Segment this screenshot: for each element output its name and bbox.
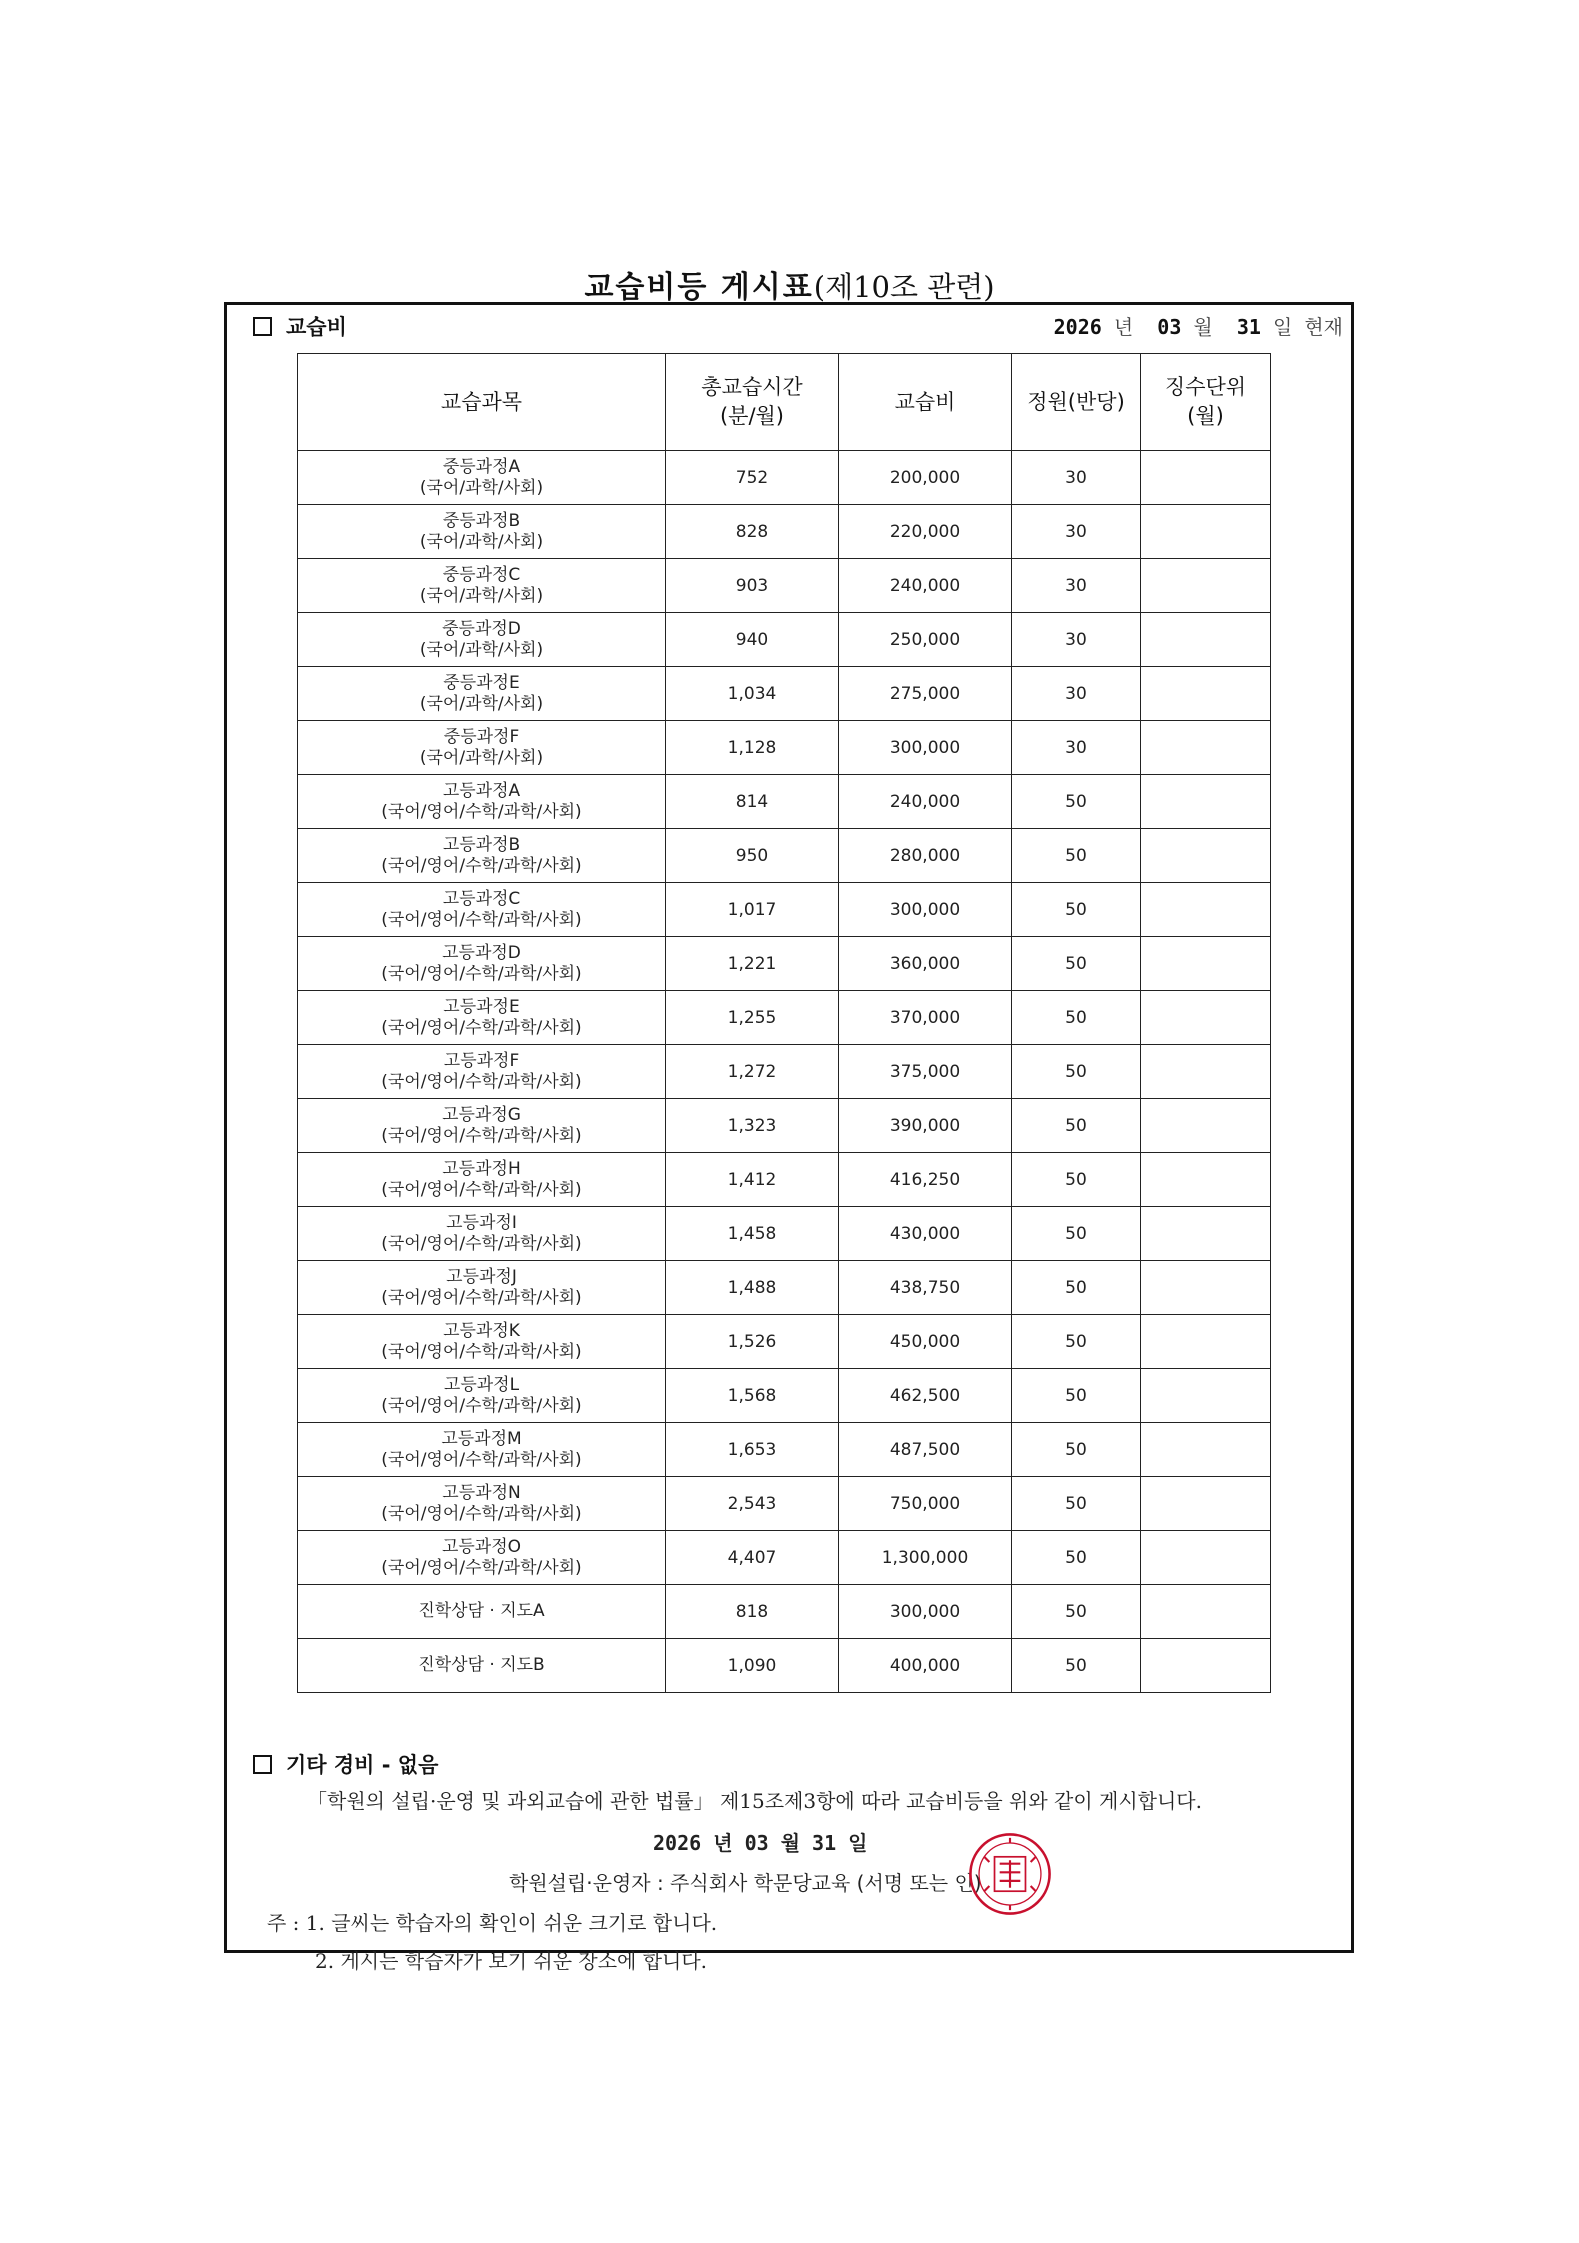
cell-unit <box>1141 721 1271 775</box>
course-subjects: (국어/과학/사회) <box>419 477 544 498</box>
course-name: 중등과정F <box>443 726 520 747</box>
table-row <box>298 883 1271 937</box>
course-subjects: (국어/과학/사회) <box>419 531 544 552</box>
cell-capacity: 50 <box>1012 1369 1141 1423</box>
course-subjects: (국어/영어/수학/과학/사회) <box>381 1179 582 1200</box>
cell-course <box>298 667 666 721</box>
cell-minutes: 828 <box>666 505 839 559</box>
notice-frame <box>224 302 1354 1973</box>
cell-course <box>298 991 666 1045</box>
cell-fee: 360,000 <box>839 937 1012 991</box>
cell-course <box>298 1045 666 1099</box>
table-row <box>298 1315 1271 1369</box>
course-name: 고등과정N <box>442 1482 521 1503</box>
cell-course <box>298 451 666 505</box>
cell-fee: 300,000 <box>839 721 1012 775</box>
course-subjects: (국어/영어/수학/과학/사회) <box>381 1341 582 1362</box>
cell-fee: 280,000 <box>839 829 1012 883</box>
cell-fee: 430,000 <box>839 1207 1012 1261</box>
cell-unit <box>1141 775 1271 829</box>
table-row <box>298 1585 1271 1639</box>
course-name: 중등과정B <box>442 510 521 531</box>
cell-unit <box>1141 937 1271 991</box>
cell-capacity: 50 <box>1012 1045 1141 1099</box>
course-name: 중등과정D <box>442 618 521 639</box>
cell-minutes: 1,034 <box>666 667 839 721</box>
course-name: 중등과정C <box>442 564 521 585</box>
as-of-suffix: 현재 <box>1304 315 1343 339</box>
cell-course <box>298 505 666 559</box>
header-text-line: 교습과목 <box>440 389 523 414</box>
header-text-line: 정원(반당) <box>1027 389 1125 414</box>
cell-fee: 240,000 <box>839 559 1012 613</box>
cell-unit <box>1141 505 1271 559</box>
course-subjects: (국어/과학/사회) <box>419 585 544 606</box>
course-subjects: (국어/영어/수학/과학/사회) <box>381 909 582 930</box>
cell-capacity: 50 <box>1012 883 1141 937</box>
cell-course <box>298 1639 666 1693</box>
note-2: 2. 게시는 학습자가 보기 쉬운 장소에 합니다. <box>315 1949 708 1973</box>
cell-capacity: 30 <box>1012 667 1141 721</box>
as-of-month: 03 <box>1157 315 1182 339</box>
page-title-sub: (제10조 관련) <box>813 270 995 304</box>
course-name: 중등과정E <box>443 672 520 693</box>
cell-unit <box>1141 1423 1271 1477</box>
cell-capacity: 50 <box>1012 1531 1141 1585</box>
course-name: 고등과정F <box>443 1050 520 1071</box>
header-minutes <box>666 354 839 451</box>
cell-capacity: 50 <box>1012 829 1141 883</box>
course-subjects: (국어/영어/수학/과학/사회) <box>381 801 582 822</box>
header-course <box>298 354 666 451</box>
table-row <box>298 937 1271 991</box>
cell-unit <box>1141 1153 1271 1207</box>
cell-unit <box>1141 1531 1271 1585</box>
cell-course <box>298 1369 666 1423</box>
cell-fee: 390,000 <box>839 1099 1012 1153</box>
header-capacity <box>1012 354 1141 451</box>
table-row <box>298 991 1271 1045</box>
cell-course <box>298 1585 666 1639</box>
header-text-line: (분/월) <box>719 404 785 428</box>
cell-minutes: 2,543 <box>666 1477 839 1531</box>
cell-unit <box>1141 829 1271 883</box>
cell-unit <box>1141 1207 1271 1261</box>
course-subjects: (국어/영어/수학/과학/사회) <box>381 1287 582 1308</box>
page-title-main: 교습비등 게시표 <box>584 270 814 305</box>
cell-minutes: 1,272 <box>666 1045 839 1099</box>
cell-capacity: 30 <box>1012 613 1141 667</box>
cell-capacity: 50 <box>1012 991 1141 1045</box>
table-row <box>298 1639 1271 1693</box>
as-of-year: 2026 <box>1053 315 1102 339</box>
course-name: 고등과정M <box>441 1428 522 1449</box>
posting-date: 2026 년 03 월 31 일 <box>653 1831 868 1855</box>
cell-fee: 487,500 <box>839 1423 1012 1477</box>
cell-course <box>298 559 666 613</box>
table-row <box>298 1099 1271 1153</box>
cell-capacity: 30 <box>1012 559 1141 613</box>
cell-capacity: 50 <box>1012 1477 1141 1531</box>
cell-fee: 220,000 <box>839 505 1012 559</box>
course-name: 고등과정E <box>443 996 520 1017</box>
table-row <box>298 451 1271 505</box>
cell-course <box>298 613 666 667</box>
table-body <box>298 451 1271 1693</box>
cell-minutes: 1,653 <box>666 1423 839 1477</box>
cell-fee: 750,000 <box>839 1477 1012 1531</box>
cell-unit <box>1141 1477 1271 1531</box>
section-other-heading <box>253 1749 438 1779</box>
cell-unit <box>1141 1315 1271 1369</box>
cell-capacity: 50 <box>1012 1207 1141 1261</box>
course-subjects: (국어/과학/사회) <box>419 639 544 660</box>
table-header-row <box>298 354 1271 451</box>
table-row <box>298 613 1271 667</box>
header-text-line: 총교습시간 <box>701 375 803 399</box>
table-row <box>298 1207 1271 1261</box>
table-row <box>298 1531 1271 1585</box>
cell-minutes: 1,568 <box>666 1369 839 1423</box>
header-text-line: 교습비 <box>894 389 956 414</box>
course-subjects: (국어/과학/사회) <box>419 747 544 768</box>
table-row <box>298 721 1271 775</box>
section-tuition-label: 교습비 <box>286 315 347 339</box>
cell-course <box>298 1099 666 1153</box>
declaration-text: 「학원의 설립·운영 및 과외교습에 관한 법률」 제15조제3항에 따라 교습비등을 위와 같이 게시합니다. <box>307 1789 1202 1813</box>
cell-course <box>298 1153 666 1207</box>
course-name: 고등과정O <box>441 1536 522 1557</box>
header-unit <box>1141 354 1271 451</box>
cell-fee: 250,000 <box>839 613 1012 667</box>
cell-minutes: 1,458 <box>666 1207 839 1261</box>
cell-minutes: 903 <box>666 559 839 613</box>
course-name: 고등과정C <box>442 888 521 909</box>
table-row <box>298 1477 1271 1531</box>
cell-fee: 438,750 <box>839 1261 1012 1315</box>
cell-minutes: 814 <box>666 775 839 829</box>
course-subjects: (국어/영어/수학/과학/사회) <box>381 1449 582 1470</box>
course-name: 고등과정G <box>442 1104 521 1125</box>
course-name: 고등과정A <box>442 780 521 801</box>
table-row <box>298 1369 1271 1423</box>
cell-course <box>298 1261 666 1315</box>
as-of-date <box>1054 311 1343 340</box>
course-name: 고등과정B <box>442 834 521 855</box>
cell-unit <box>1141 1045 1271 1099</box>
course-name: 진학상담 · 지도A <box>418 1601 545 1621</box>
cell-fee: 300,000 <box>839 883 1012 937</box>
cell-fee: 275,000 <box>839 667 1012 721</box>
cell-minutes: 1,412 <box>666 1153 839 1207</box>
cell-fee: 200,000 <box>839 451 1012 505</box>
cell-fee: 1,300,000 <box>839 1531 1012 1585</box>
table-row <box>298 559 1271 613</box>
course-name: 고등과정K <box>443 1320 520 1341</box>
cell-unit <box>1141 1585 1271 1639</box>
course-subjects: (국어/영어/수학/과학/사회) <box>381 1395 582 1416</box>
cell-course <box>298 1207 666 1261</box>
cell-unit <box>1141 451 1271 505</box>
cell-course <box>298 883 666 937</box>
cell-minutes: 940 <box>666 613 839 667</box>
course-name: 고등과정D <box>442 942 521 963</box>
cell-unit <box>1141 991 1271 1045</box>
course-subjects: (국어/과학/사회) <box>419 693 544 714</box>
cell-fee: 375,000 <box>839 1045 1012 1099</box>
course-name: 진학상담 · 지도B <box>418 1655 545 1675</box>
cell-capacity: 50 <box>1012 1099 1141 1153</box>
company-seal-stamp <box>967 1831 1053 1917</box>
cell-fee: 240,000 <box>839 775 1012 829</box>
course-subjects: (국어/영어/수학/과학/사회) <box>381 1503 582 1524</box>
header-text-line: 징수단위 <box>1164 375 1247 399</box>
cell-unit <box>1141 1099 1271 1153</box>
course-name: 고등과정J <box>446 1266 517 1287</box>
checkbox-square-icon <box>253 317 272 336</box>
course-name: 고등과정I <box>446 1212 517 1233</box>
table-row <box>298 775 1271 829</box>
note-1: 주 : 1. 글씨는 학습자의 확인이 쉬운 크기로 합니다. <box>267 1911 718 1935</box>
cell-minutes: 752 <box>666 451 839 505</box>
cell-minutes: 1,017 <box>666 883 839 937</box>
tuition-table <box>297 353 1271 1693</box>
cell-unit <box>1141 883 1271 937</box>
cell-course <box>298 937 666 991</box>
course-subjects: (국어/영어/수학/과학/사회) <box>381 1233 582 1254</box>
cell-capacity: 50 <box>1012 1153 1141 1207</box>
cell-fee: 462,500 <box>839 1369 1012 1423</box>
table-row <box>298 1423 1271 1477</box>
section-tuition-heading <box>253 311 347 341</box>
section-other-label: 기타 경비 - 없음 <box>286 1753 439 1777</box>
cell-course <box>298 1423 666 1477</box>
cell-course <box>298 1477 666 1531</box>
cell-minutes: 818 <box>666 1585 839 1639</box>
course-subjects: (국어/영어/수학/과학/사회) <box>381 1017 582 1038</box>
cell-unit <box>1141 1369 1271 1423</box>
course-name: 고등과정L <box>443 1374 520 1395</box>
cell-fee: 300,000 <box>839 1585 1012 1639</box>
cell-minutes: 1,488 <box>666 1261 839 1315</box>
page-title <box>0 262 1579 306</box>
cell-minutes: 1,128 <box>666 721 839 775</box>
as-of-day-unit: 일 <box>1272 315 1293 339</box>
cell-capacity: 30 <box>1012 721 1141 775</box>
cell-course <box>298 829 666 883</box>
as-of-day: 31 <box>1236 315 1261 339</box>
course-name: 고등과정H <box>442 1158 521 1179</box>
course-subjects: (국어/영어/수학/과학/사회) <box>381 855 582 876</box>
cell-minutes: 950 <box>666 829 839 883</box>
cell-fee: 400,000 <box>839 1639 1012 1693</box>
cell-capacity: 50 <box>1012 1585 1141 1639</box>
table-row <box>298 505 1271 559</box>
header-text-line: (월) <box>1187 404 1224 428</box>
cell-capacity: 30 <box>1012 505 1141 559</box>
cell-minutes: 1,526 <box>666 1315 839 1369</box>
cell-capacity: 50 <box>1012 1315 1141 1369</box>
course-subjects: (국어/영어/수학/과학/사회) <box>381 963 582 984</box>
cell-course <box>298 721 666 775</box>
cell-minutes: 1,221 <box>666 937 839 991</box>
cell-capacity: 50 <box>1012 1261 1141 1315</box>
cell-unit <box>1141 667 1271 721</box>
as-of-month-unit: 월 <box>1193 315 1213 339</box>
header-fee <box>839 354 1012 451</box>
checkbox-square-icon <box>253 1755 272 1774</box>
table-row <box>298 1153 1271 1207</box>
cell-capacity: 50 <box>1012 937 1141 991</box>
course-subjects: (국어/영어/수학/과학/사회) <box>381 1125 582 1146</box>
table-row <box>298 1045 1271 1099</box>
cell-capacity: 50 <box>1012 775 1141 829</box>
cell-unit <box>1141 1261 1271 1315</box>
as-of-year-unit: 년 <box>1113 315 1134 339</box>
cell-fee: 370,000 <box>839 991 1012 1045</box>
course-subjects: (국어/영어/수학/과학/사회) <box>381 1071 582 1092</box>
cell-capacity: 50 <box>1012 1639 1141 1693</box>
table-row <box>298 829 1271 883</box>
cell-course <box>298 1531 666 1585</box>
cell-fee: 416,250 <box>839 1153 1012 1207</box>
cell-course <box>298 775 666 829</box>
course-subjects: (국어/영어/수학/과학/사회) <box>381 1557 582 1578</box>
course-name: 중등과정A <box>442 456 521 477</box>
operator-signature-line: 학원설립·운영자 : 주식회사 학문당교육 (서명 또는 인) <box>509 1871 982 1895</box>
table-row <box>298 667 1271 721</box>
cell-minutes: 4,407 <box>666 1531 839 1585</box>
cell-unit <box>1141 559 1271 613</box>
cell-minutes: 1,255 <box>666 991 839 1045</box>
cell-course <box>298 1315 666 1369</box>
table-row <box>298 1261 1271 1315</box>
cell-capacity: 30 <box>1012 451 1141 505</box>
cell-minutes: 1,090 <box>666 1639 839 1693</box>
cell-capacity: 50 <box>1012 1423 1141 1477</box>
cell-minutes: 1,323 <box>666 1099 839 1153</box>
cell-fee: 450,000 <box>839 1315 1012 1369</box>
cell-unit <box>1141 1639 1271 1693</box>
cell-unit <box>1141 613 1271 667</box>
